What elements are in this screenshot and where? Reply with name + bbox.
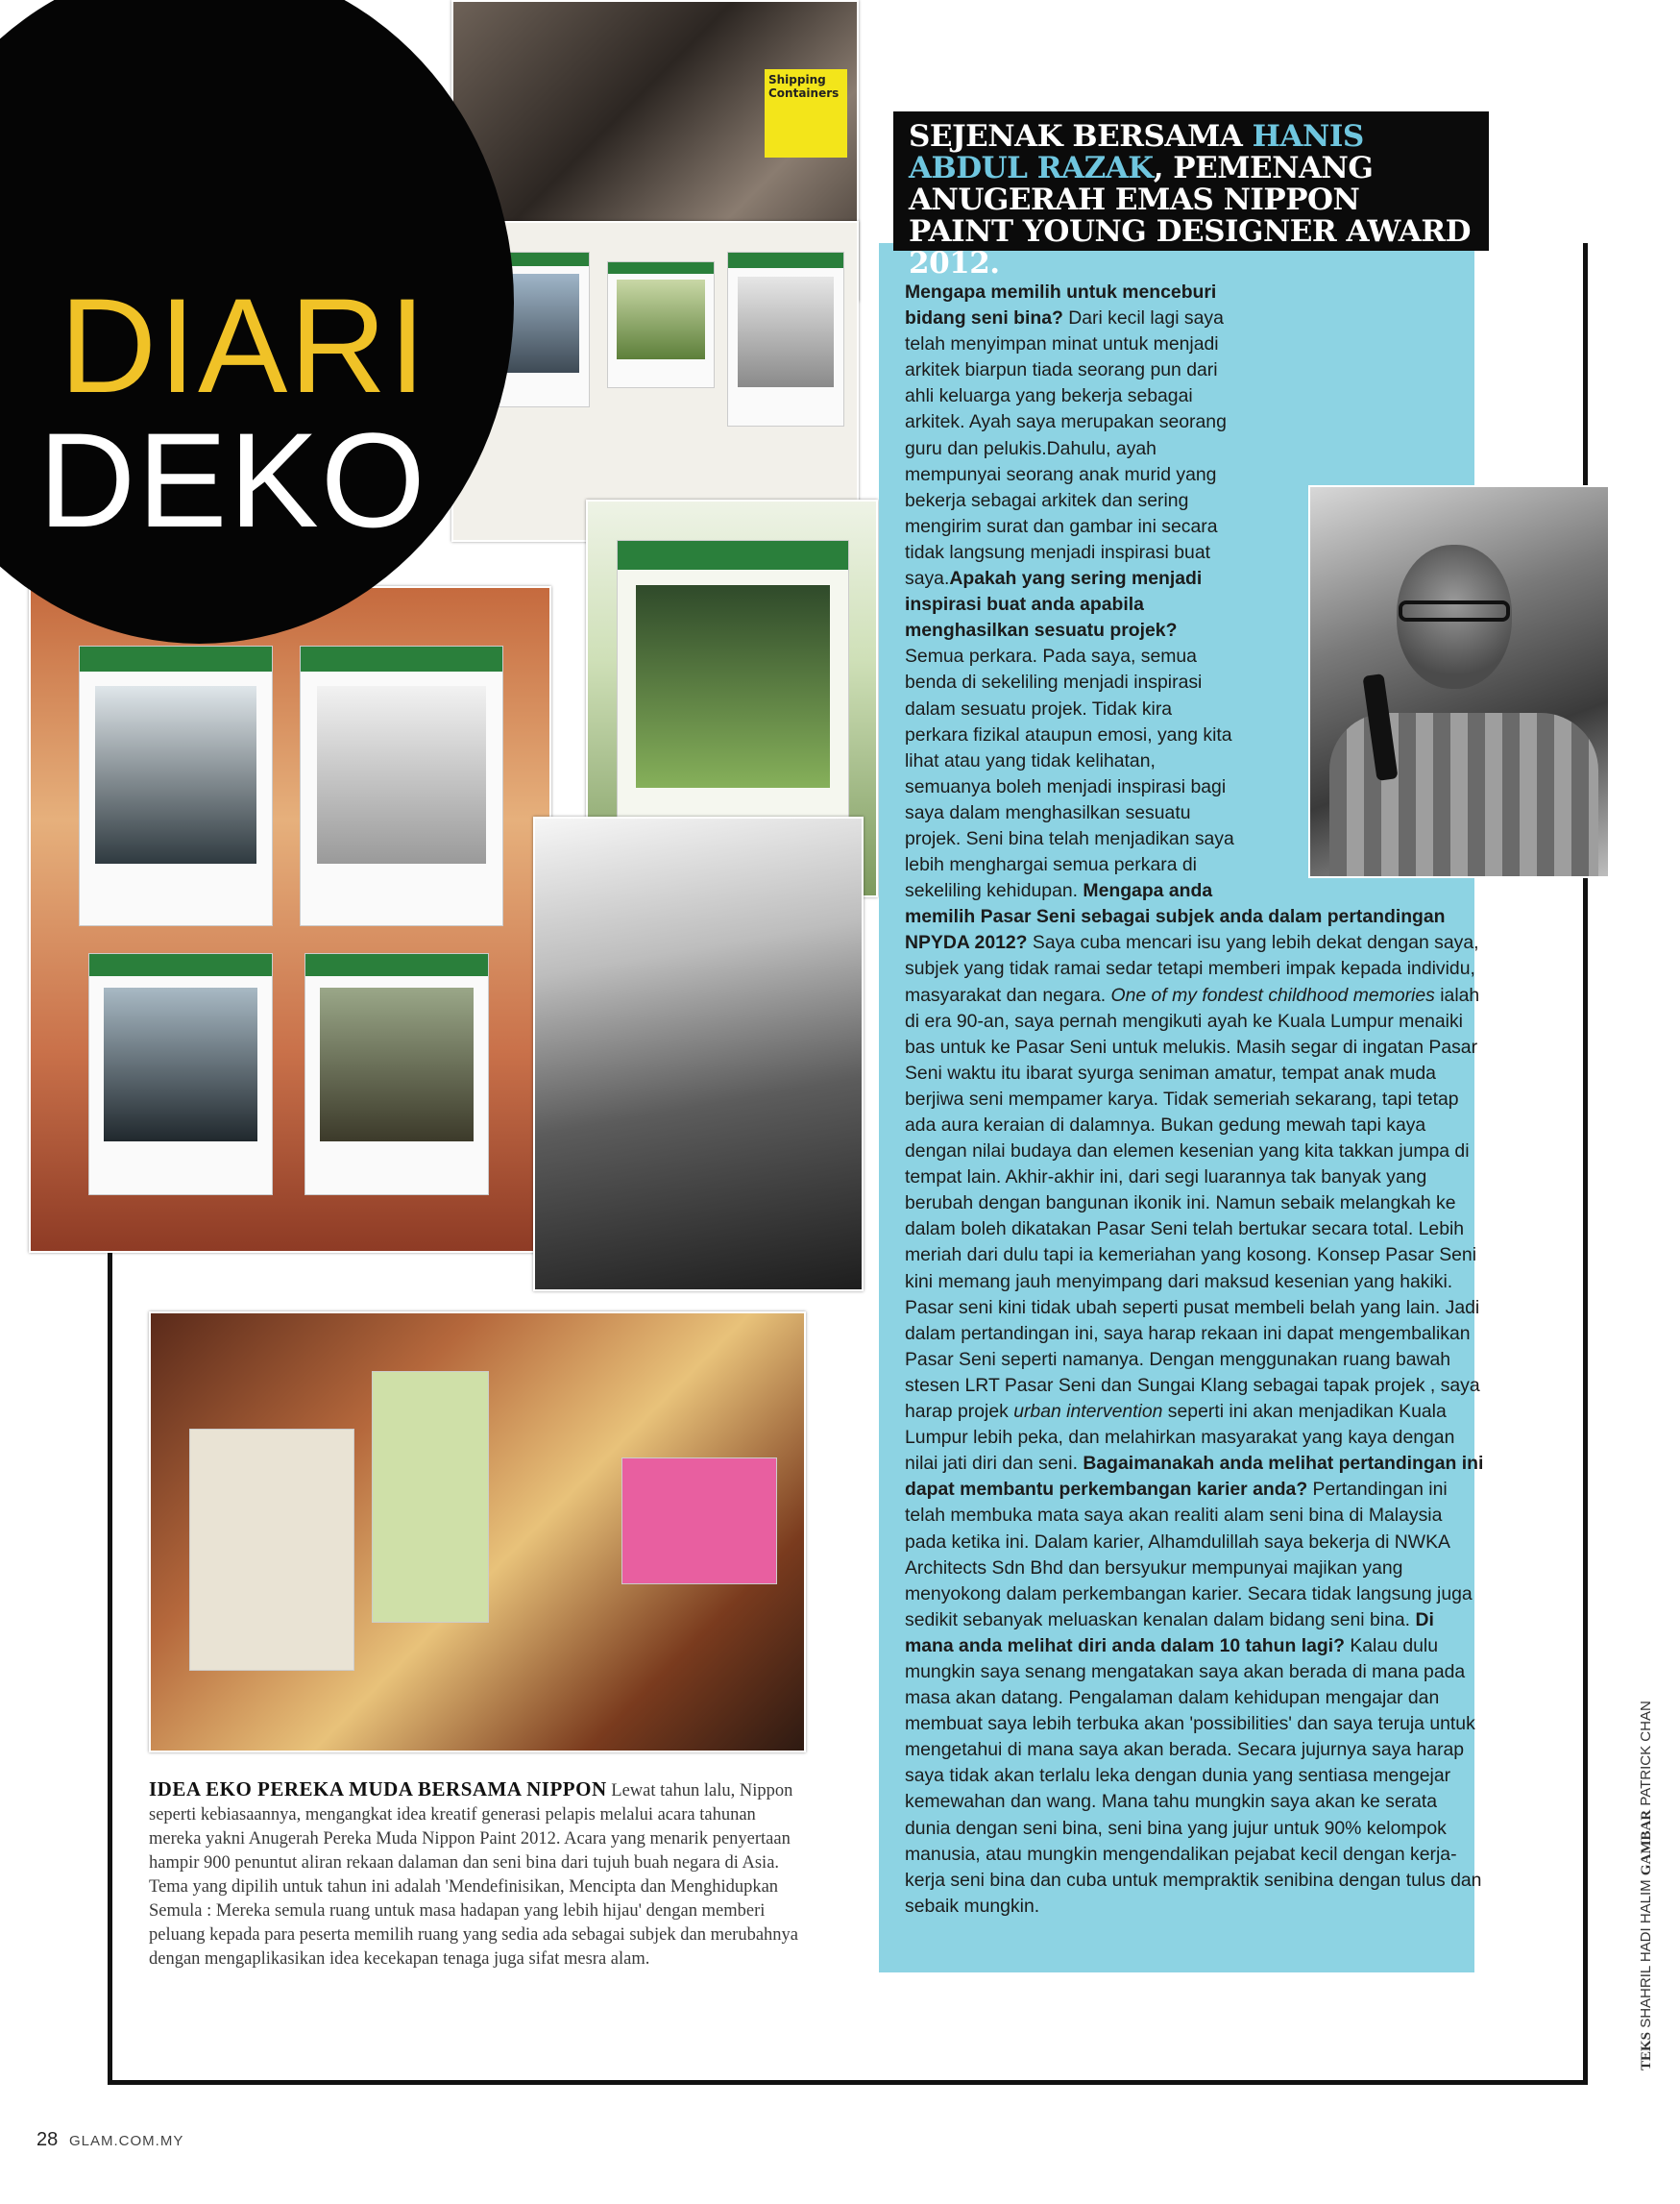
frame-line-bottom	[108, 2080, 1587, 2085]
headline-highlight: HANIS ABDUL RAZAK	[909, 119, 1364, 185]
exhibit-panel	[372, 1371, 489, 1623]
page-number: 28	[37, 2129, 59, 2150]
credit-gambar-label: GAMBAR	[1639, 1809, 1654, 1876]
hall-poster	[300, 646, 503, 926]
headline-part2: , PEMENANG ANUGERAH EMAS NIPPON PAINT YOUNG DESIGNER AWARD 2012.	[909, 151, 1472, 281]
interview-text	[905, 280, 1486, 1920]
masthead-title-deko: DEKO	[38, 404, 427, 555]
headline	[909, 121, 1473, 280]
portrait-spacer	[1251, 484, 1486, 897]
answer-2: Semua perkara. Pada saya, semua benda di sekeliling menjadi inspirasi dalam sesuatu projek. Tidak kira perkara fizikal ataupun emosi, yang kita lihat atau yang tidak kelihatan, semuanya boleh menjadi inspirasi bagi saya dalam menghasilkan sesuatu projek. Seni bina telah menjadikan saya lebih menghargai semua perkara di sekeliling kehidupan.	[905, 646, 1234, 902]
answer-3-italic-2: urban intervention	[1013, 1401, 1163, 1423]
hall-poster	[304, 953, 489, 1195]
visitors-exhibition-photo	[149, 1311, 806, 1752]
answer-3-italic: One of my fondest childhood memories	[1110, 984, 1435, 1006]
question-5: Di mana anda melihat diri anda dalam 10 tahun lagi?	[905, 1608, 1434, 1656]
caption-title: IDEA EKO PEREKA MUDA BERSAMA NIPPON	[149, 1777, 607, 1800]
exhibition-board-photo	[451, 221, 859, 542]
hall-poster	[79, 646, 273, 926]
question-2: Apakah yang sering menjadi inspirasi buat anda apabila menghasilkan sesuatu projek?	[905, 568, 1203, 642]
caption-body: Lewat tahun lalu, Nippon seperti kebiasaannya, mengangkat idea kreatif generasi pelapis melalui acara tahunan mereka yakni Anugerah Pereka Muda Nippon Paint 2012. Acara yang menarik penyertaan hampir 900 penuntut aliran rekaan dalaman dan seni bina dari tujuh buah negara di Asia. Tema yang dipilih untuk tahun ini adalah 'Mendefinisikan, Mencipta dan Menghidupkan Semula : Mereka semula ruang untuk masa hadapan yang lebih hijau' dengan memberi peluang kepada para peserta memilih ruang yang sedia ada sebagai subjek dan merubahnya dengan mengaplikasikan idea kecekapan tenaga juga sifat mesra alam.	[149, 1781, 799, 1969]
board-poster	[727, 252, 844, 427]
question-3: Mengapa anda memilih Pasar Seni sebagai subjek anda dalam pertandingan NPYDA 2012?	[905, 880, 1446, 954]
credit-teks-name: SHAHRIL HADI HALIM	[1638, 1875, 1654, 2032]
answer-3a: Saya cuba mencari isu yang lebih dekat dengan saya, subjek yang tidak ramai sedar tetapi memberi impak kepada individu, masyarakat dan negara.	[905, 932, 1479, 1006]
question-4: Bagaimanakah anda melihat pertandingan ini dapat membantu perkembangan karier anda?	[905, 1453, 1484, 1501]
headline-box	[893, 111, 1489, 281]
caption-block	[149, 1777, 812, 1971]
eco-tower-poster-photo	[533, 817, 864, 1291]
board-poster	[607, 261, 715, 388]
photo-credits	[1638, 1701, 1655, 2070]
site-url: GLAM.COM.MY	[69, 2133, 184, 2149]
answer-5: Kalau dulu mungkin saya senang mengatakan saya akan berada di mana pada masa akan datang. Pengalaman dalam kehidupan mengajar dan membuat saya lebih terbuka akan 'possibilities' dan saya teruja untuk mengetahui di mana saya akan berada. Secara jujurnya saya harap saya tidak akan terlalu leka dengan dunia yang sentiasa mengejar kemewahan dan wang. Mana tahu mungkin saya akan ke serata dunia dengan seni bina, seni bina yang jujur untuk 90% kelompok manusia, atau mungkin mengendalikan pejabat kecil dengan kerja-kerja seni bina dan cuba untuk mempraktik senibina dengan tulus dan sebaik mungkin.	[905, 1634, 1482, 1917]
masthead-title-diari: DIARI	[60, 270, 428, 421]
answer-3b: ialah di era 90-an, saya pernah mengikuti ayah ke Kuala Lumpur menaiki bas untuk ke Pasar Seni untuk melukis. Masih segar di ingatan Pasar Seni waktu itu ibarat syurga seniman amatur, tempat anak muda berjiwa seni mempamer karya. Tidak semeriah sekarang, tapi tetap ada aura keraian di dalamnya. Bukan gedung mewah tapi kaya dengan nilai budaya dan elemen kesenian yang kita takkan jumpa di tempat lain. Akhir-akhir ini, dari segi luarannya tak banyak yang berubah dengan bangunan ikonik ini. Namun sebaik melangkah ke dalam boleh dikatakan Pasar Seni telah bertukar secara total. Lebih meriah dari dulu tapi ia kemeriahan yang kosong. Konsep Pasar Seni kini memang jauh menyimpang dari maksud kesenian yang hakiki. Pasar seni kini tidak ubah seperti pusat membeli belah yang lain. Jadi dalam pertandingan ini, saya harap rekaan ini dapat mengembalikan Pasar Seni seperti namanya. Dengan menggunakan ruang bawah stesen LRT Pasar Seni dan Sungai Klang sebagai tapak projek , saya harap projek	[905, 984, 1480, 1423]
answer-3c: seperti ini akan menjadikan Kuala Lumpur lebih peka, dan melahirkan masyarakat yang kaya dengan nilai jati diri dan seni.	[905, 1401, 1455, 1475]
answer-1: Dari kecil lagi saya telah menyimpan minat untuk menjadi arkitek biarpun tiada seorang pun dari ahli keluarga yang bekerja sebagai arkitek. Ayah saya merupakan seorang guru dan pelukis.Dahulu, ayah mempunyai seorang anak murid yang bekerja sebagai arkitek dan sering mengirim surat dan gambar ini secara tidak langsung menjadi inspirasi buat saya.	[905, 307, 1227, 590]
exhibit-panel	[621, 1457, 777, 1584]
headline-part1: SEJENAK BERSAMA	[909, 119, 1253, 154]
interview-body	[905, 280, 1486, 1920]
shipping-containers-note: Shipping Containers	[765, 69, 847, 158]
green-poster	[617, 540, 849, 859]
exhibit-panel	[189, 1429, 354, 1671]
credit-gambar-name: PATRICK CHAN	[1638, 1701, 1654, 1810]
frame-line-left	[108, 1249, 112, 2085]
hall-poster	[88, 953, 273, 1195]
question-1: Mengapa memilih untuk menceburi bidang seni bina?	[905, 282, 1217, 330]
credit-teks-label: TEKS	[1639, 2031, 1654, 2070]
exhibition-hall-photo	[29, 586, 551, 1253]
answer-4: Pertandingan ini telah membuka mata saya akan realiti alam seni bina di Malaysia pada ketika ini. Dalam karier, Alhamdulillah saya bekerja di NWKA Architects Sdn Bhd dan bersyukur mempunyai majikan yang menyokong dalam perkembangan karier. Secara tidak langsung juga sedikit sebanyak meluaskan kenalan dalam bidang seni bina.	[905, 1479, 1473, 1630]
